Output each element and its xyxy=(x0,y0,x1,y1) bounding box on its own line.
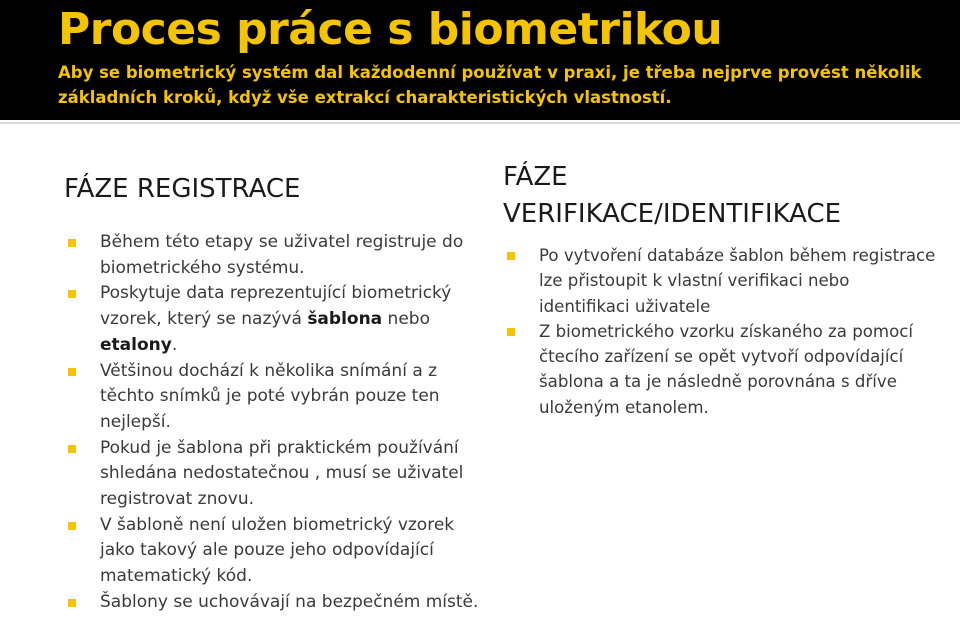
verification-column xyxy=(503,150,943,420)
bullet-text: Šablony se uchovávají na bezpečném místě. xyxy=(100,591,479,612)
verification-bullet-list xyxy=(503,243,943,420)
bullet-text: Z biometrického vzorku získaného za pomocí čtecího zařízení se opět vytvoří odpovídající šablona a ta je následně porovnána s dříve uloženým etanolem. xyxy=(539,321,913,417)
bullet-text: nebo xyxy=(382,309,430,330)
list-item xyxy=(64,590,484,616)
list-item xyxy=(64,436,484,513)
bullet-square-icon xyxy=(68,522,76,530)
registration-column xyxy=(64,150,484,616)
title-bar xyxy=(0,0,960,120)
bullet-square-icon xyxy=(68,239,76,247)
slide-subtitle: Aby se biometrický systém dal každodenní používat v praxi, je třeba nejprve provést několik základních kroků, když vše extrakcí charakteristických vlastností. xyxy=(58,63,922,107)
slide-title: Proces práce s biometrikou xyxy=(58,4,723,55)
bullet-square-icon xyxy=(68,368,76,376)
verification-heading-line2: VERIFIKACE/IDENTIFIKACE xyxy=(503,199,842,229)
bullet-square-icon xyxy=(68,599,76,607)
registration-heading: FÁZE REGISTRACE xyxy=(64,174,301,204)
verification-heading xyxy=(503,159,943,233)
bullet-square-icon xyxy=(507,252,515,260)
bullet-text: Většinou dochází k několika snímání a z těchto snímků je poté vybrán pouze ten nejlepší. xyxy=(100,360,440,432)
bullet-square-icon xyxy=(507,328,515,336)
bullet-square-icon xyxy=(68,290,76,298)
bullet-text: Poskytuje data reprezentující biometrický vzorek, který se nazývá xyxy=(100,283,452,330)
list-item xyxy=(64,513,484,590)
bullet-text: V šabloně není uložen biometrický vzorek jako takový ale pouze jeho odpovídající matematický kód. xyxy=(100,514,455,587)
list-item xyxy=(64,359,484,436)
list-item xyxy=(503,319,943,420)
list-item xyxy=(64,281,484,358)
keyword-sablona: šablona xyxy=(307,309,383,330)
verification-heading-line1: FÁZE xyxy=(503,162,568,192)
bullet-text: Po vytvoření databáze šablon během registrace lze přistoupit k vlastní verifikaci nebo identifikaci uživatele xyxy=(539,246,936,316)
bullet-text: Během této etapy se uživatel registruje do biometrického systému. xyxy=(100,232,464,278)
bullet-square-icon xyxy=(68,445,76,453)
bullet-text: Pokud je šablona při praktickém používání shledána nedostatečnou , musí se uživatel registrovat znovu. xyxy=(100,437,464,510)
header-divider xyxy=(0,122,960,124)
list-item xyxy=(64,230,484,281)
keyword-etalony: etalony xyxy=(100,334,172,355)
bullet-text: . xyxy=(171,334,178,355)
list-item xyxy=(503,243,943,319)
registration-bullet-list xyxy=(64,230,484,616)
